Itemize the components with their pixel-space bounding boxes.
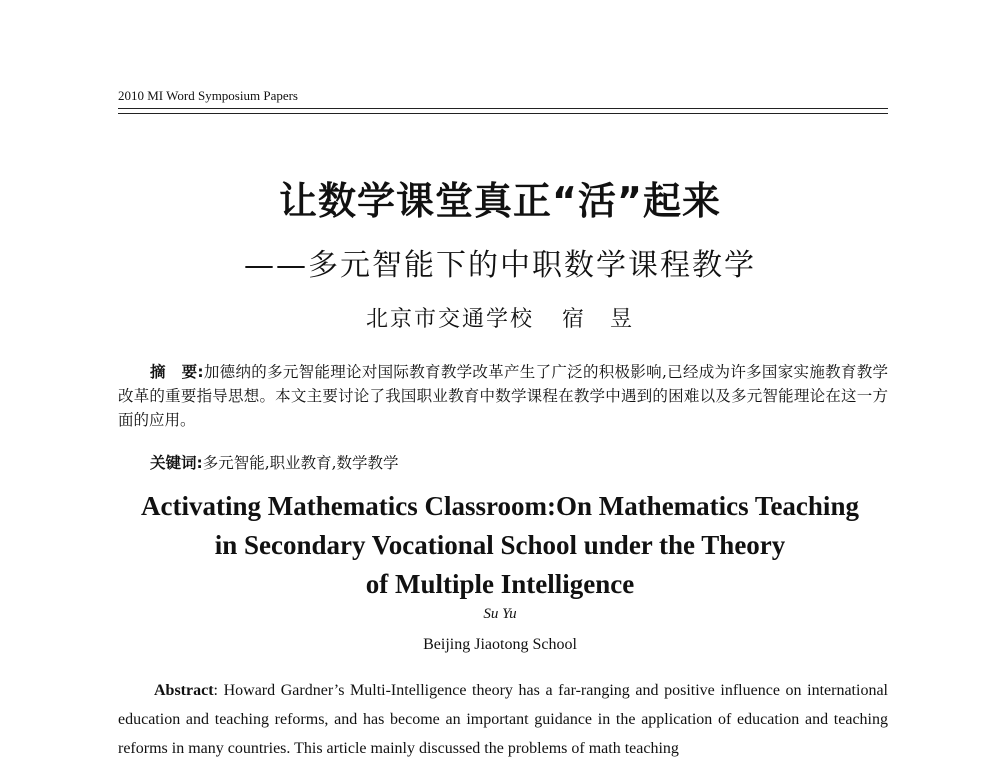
english-title (0, 487, 1000, 604)
chinese-author-line (0, 302, 1000, 333)
english-title-line-3: of Multiple Intelligence (365, 569, 635, 599)
chinese-abstract-text: 加德纳的多元智能理论对国际教育教学改革产生了广泛的积极影响,已经成为许多国家实施教育教学改革的重要指导思想。本文主要讨论了我国职业教育中数学课程在教学中遇到的困难以及多元智能理论在这一方面的应用。 (118, 363, 888, 429)
chinese-author-name: 宿 昱 (562, 307, 635, 332)
header-rule-top (118, 108, 888, 109)
chinese-abstract-label: 摘 要: (150, 363, 204, 381)
running-header: 2010 MI Word Symposium Papers (118, 88, 298, 103)
header-rule-bottom (118, 113, 888, 114)
english-affiliation: Beijing Jiaotong School (423, 636, 577, 653)
english-title-line-1: Activating Mathematics Classroom:On Mathematics Teaching (141, 491, 859, 521)
chinese-keywords (150, 451, 399, 473)
chinese-title: 让数学课堂真正“活”起来 (279, 179, 721, 223)
chinese-abstract (118, 360, 888, 432)
english-title-line-2: in Secondary Vocational School under the Theory (214, 530, 786, 560)
english-author: Su Yu (483, 606, 517, 622)
chinese-keywords-text: 多元智能,职业教育,数学教学 (202, 454, 399, 472)
chinese-author-school: 北京市交通学校 (365, 307, 534, 332)
english-abstract-text: : Howard Gardner’s Multi-Intelligence theory has a far-ranging and positive influence on international education and teaching reforms, and has become an important guidance in the application of education and teaching reforms in many countries. This article mainly discussed the problems of math teaching (118, 682, 888, 757)
english-abstract-label: Abstract (154, 682, 214, 699)
english-abstract (118, 676, 888, 763)
chinese-subtitle: ——多元智能下的中职数学课程教学 (244, 248, 756, 283)
chinese-keywords-label: 关键词: (150, 454, 203, 472)
